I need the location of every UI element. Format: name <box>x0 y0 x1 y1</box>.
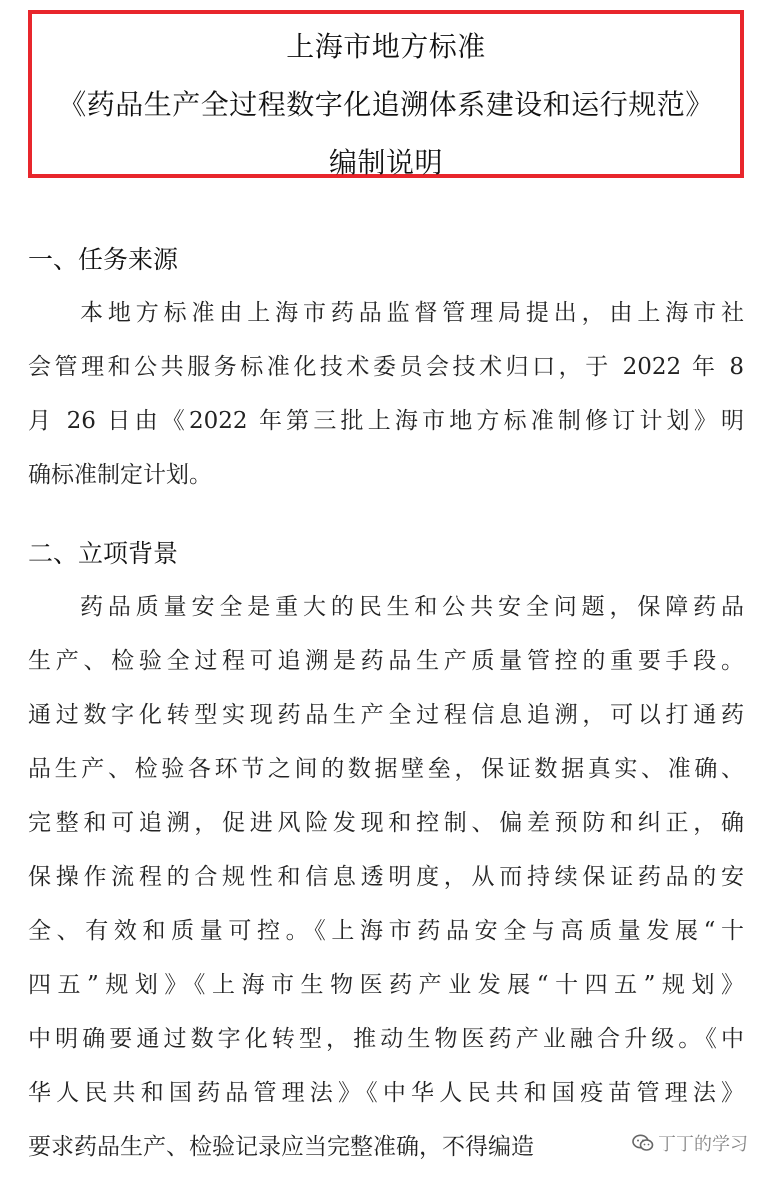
watermark <box>630 1130 750 1156</box>
paragraph-line: 月 26 日由《2022 年第三批上海市地方标准制修订计划》明 <box>28 408 744 434</box>
title-box <box>28 10 744 178</box>
paragraph-line: 要求药品生产、检验记录应当完整准确，不得编造 <box>28 1134 534 1160</box>
paragraph-line: 中明确要通过数字化转型，推动生物医药产业融合升级。《中 <box>28 1026 744 1052</box>
paragraph-line: 本地方标准由上海市药品监督管理局提出，由上海市社 <box>80 300 744 326</box>
paragraph-line: 四五”规划》《上海市生物医药产业发展“十四五”规划》 <box>28 972 744 998</box>
paragraph-task-source <box>28 286 744 502</box>
wechat-icon <box>632 1134 654 1152</box>
paragraph-line: 全、有效和质量可控。《上海市药品安全与高质量发展“十 <box>28 918 744 944</box>
paragraph-line: 药品质量安全是重大的民生和公共安全问题，保障药品 <box>80 594 744 620</box>
title-line-2: 《药品生产全过程数字化追溯体系建设和运行规范》 <box>58 88 714 121</box>
section-heading-task-source: 一、任务来源 <box>28 245 179 274</box>
paragraph-line: 会管理和公共服务标准化技术委员会技术归口，于 2022 年 8 <box>28 354 744 380</box>
title-line-1: 上海市地方标准 <box>286 30 486 63</box>
paragraph-line: 品生产、检验各环节之间的数据壁垒，保证数据真实、准确、 <box>28 756 744 782</box>
paragraph-line: 华人民共和国药品管理法》《中华人民共和国疫苗管理法》 <box>28 1080 744 1106</box>
title-line-3: 编制说明 <box>328 146 443 179</box>
paragraph-line: 生产、检验全过程可追溯是药品生产质量管控的重要手段。 <box>28 648 744 674</box>
paragraph-line: 确标准制定计划。 <box>28 462 212 488</box>
section-heading-background: 二、立项背景 <box>28 539 179 568</box>
paragraph-line: 保操作流程的合规性和信息透明度，从而持续保证药品的安 <box>28 864 744 890</box>
paragraph-background <box>28 580 744 1174</box>
paragraph-line: 通过数字化转型实现药品生产全过程信息追溯，可以打通药 <box>28 702 744 728</box>
watermark-text: 丁丁的学习 <box>658 1134 748 1155</box>
paragraph-line: 完整和可追溯，促进风险发现和控制、偏差预防和纠正，确 <box>28 810 744 836</box>
